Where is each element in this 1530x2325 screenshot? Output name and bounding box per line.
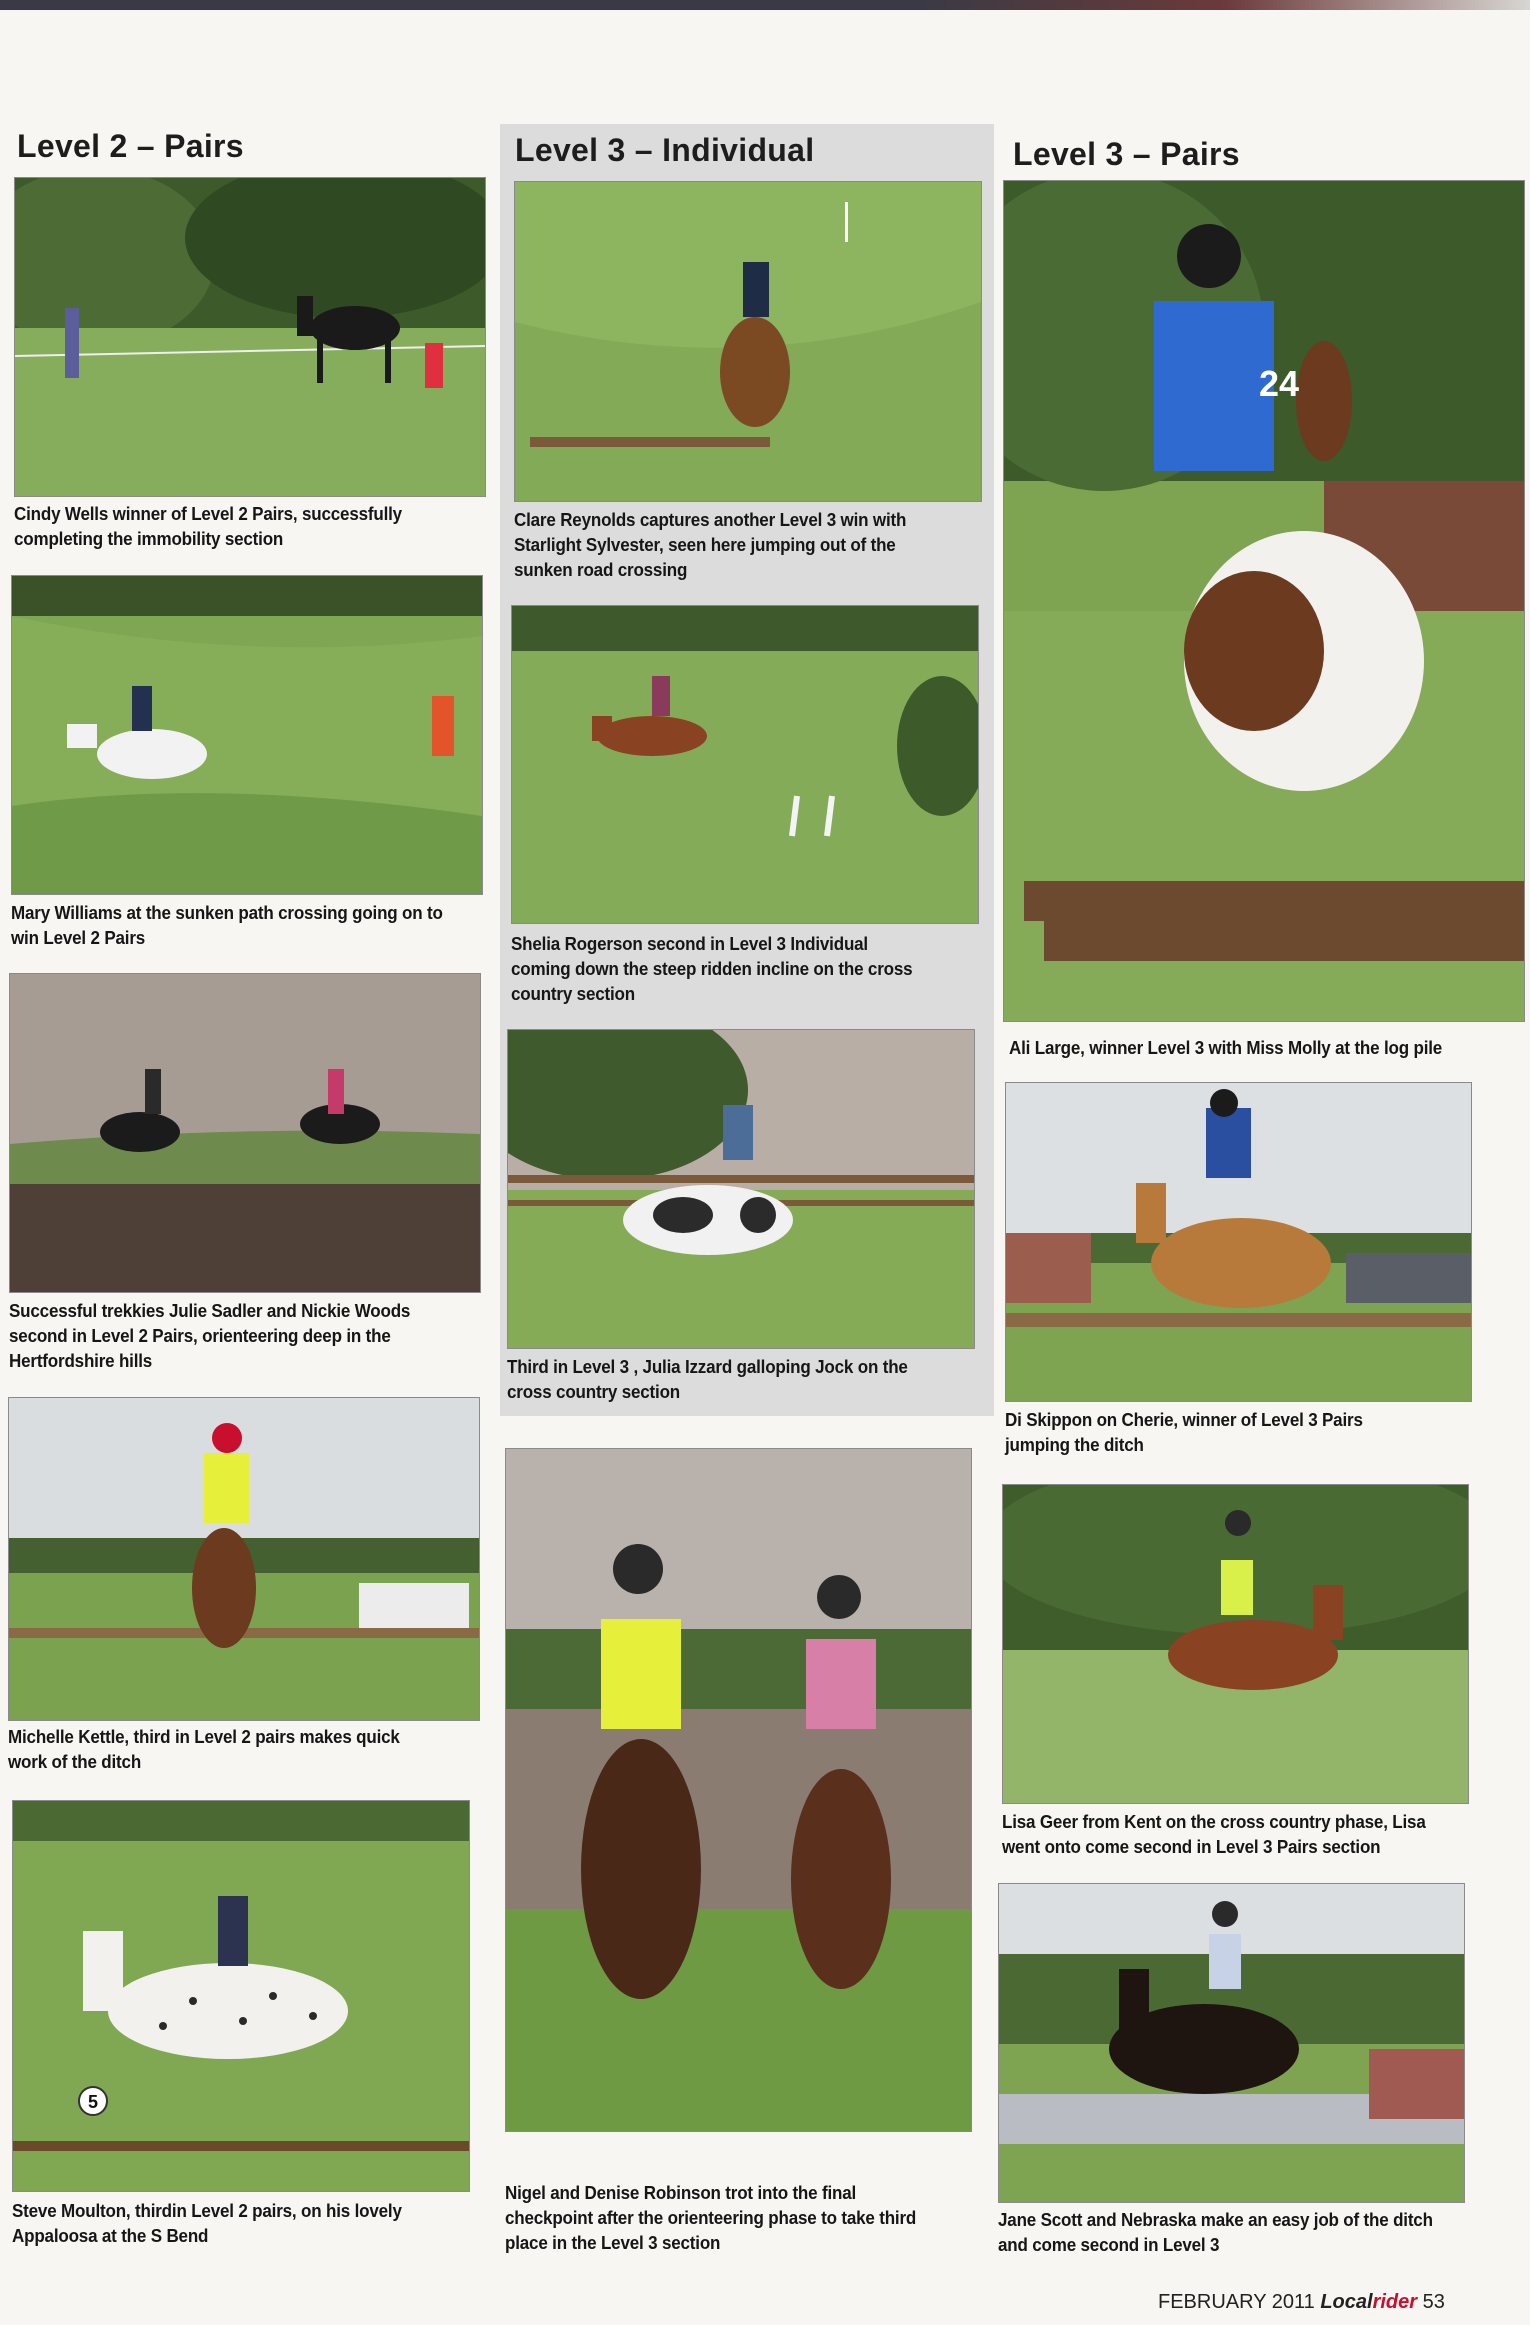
caption-julia-izzard: Third in Level 3 , Julia Izzard galloping Jock on the cross country section (507, 1356, 908, 1402)
photo-steve-moulton (12, 1800, 470, 2192)
caption-cindy-wells: Cindy Wells winner of Level 2 Pairs, successfully completing the immobility section (14, 503, 402, 549)
sign-number: 5 (87, 2092, 99, 2112)
caption-nigel-denise-robinson: Nigel and Denise Robinson trot into the final checkpoint after the orienteering phase to take third place in the Level 3 section (505, 2182, 917, 2253)
caption-michelle-kettle: Michelle Kettle, third in Level 2 pairs makes quick work of the ditch (8, 1726, 400, 1772)
footer-brand-rider: rider (1372, 2291, 1418, 2313)
caption-mary-williams: Mary Williams at the sunken path crossing going on to win Level 2 Pairs (11, 902, 443, 948)
caption-julie-sadler-nickie-woods: Successful trekkies Julie Sadler and Nickie Woods second in Level 2 Pairs, orienteering deep in the Hertfordshire hills (9, 1300, 411, 1371)
caption-steve-moulton: Steve Moulton, thirdin Level 2 pairs, on his lovely Appaloosa at the S Bend (12, 2200, 402, 2246)
photo-shelia-rogerson (511, 605, 979, 924)
photo-michelle-kettle (8, 1397, 480, 1721)
caption-di-skippon: Di Skippon on Cherie, winner of Level 3 Pairs jumping the ditch (1005, 1409, 1363, 1455)
heading-level3-pairs: Level 3 – Pairs (1013, 136, 1240, 172)
rider-bib-number: 24 (1259, 363, 1300, 404)
page-number: 53 (1422, 2291, 1445, 2313)
photo-ali-large (1003, 180, 1525, 1022)
photo-mary-williams (11, 575, 483, 895)
photo-julie-sadler-nickie-woods (9, 973, 481, 1293)
heading-level3-individual: Level 3 – Individual (515, 132, 815, 168)
page-footer (1158, 2291, 1445, 2314)
caption-lisa-geer: Lisa Geer from Kent on the cross country phase, Lisa went onto come second in Level 3 Pairs section (1002, 1811, 1426, 1857)
caption-jane-scott: Jane Scott and Nebraska make an easy job of the ditch and come second in Level 3 (998, 2209, 1433, 2255)
caption-ali-large: Ali Large, winner Level 3 with Miss Molly at the log pile (1009, 1037, 1443, 1058)
photo-di-skippon (1005, 1082, 1472, 1402)
caption-shelia-rogerson: Shelia Rogerson second in Level 3 Individual coming down the steep ridden incline on the cross country section (511, 933, 913, 1004)
photo-cindy-wells (14, 177, 486, 497)
footer-date: FEBRUARY 2011 (1158, 2291, 1315, 2313)
caption-clare-reynolds: Clare Reynolds captures another Level 3 win with Starlight Sylvester, seen here jumping out of the sunken road crossing (514, 509, 907, 580)
footer-brand-local: Local (1320, 2291, 1373, 2313)
photo-julia-izzard (507, 1029, 975, 1349)
photo-jane-scott (998, 1883, 1465, 2203)
heading-level2-pairs: Level 2 – Pairs (17, 128, 244, 164)
photo-clare-reynolds (514, 181, 982, 502)
top-edge-bar (0, 0, 1530, 10)
photo-nigel-denise-robinson (505, 1448, 972, 2132)
photo-lisa-geer (1002, 1484, 1469, 1804)
